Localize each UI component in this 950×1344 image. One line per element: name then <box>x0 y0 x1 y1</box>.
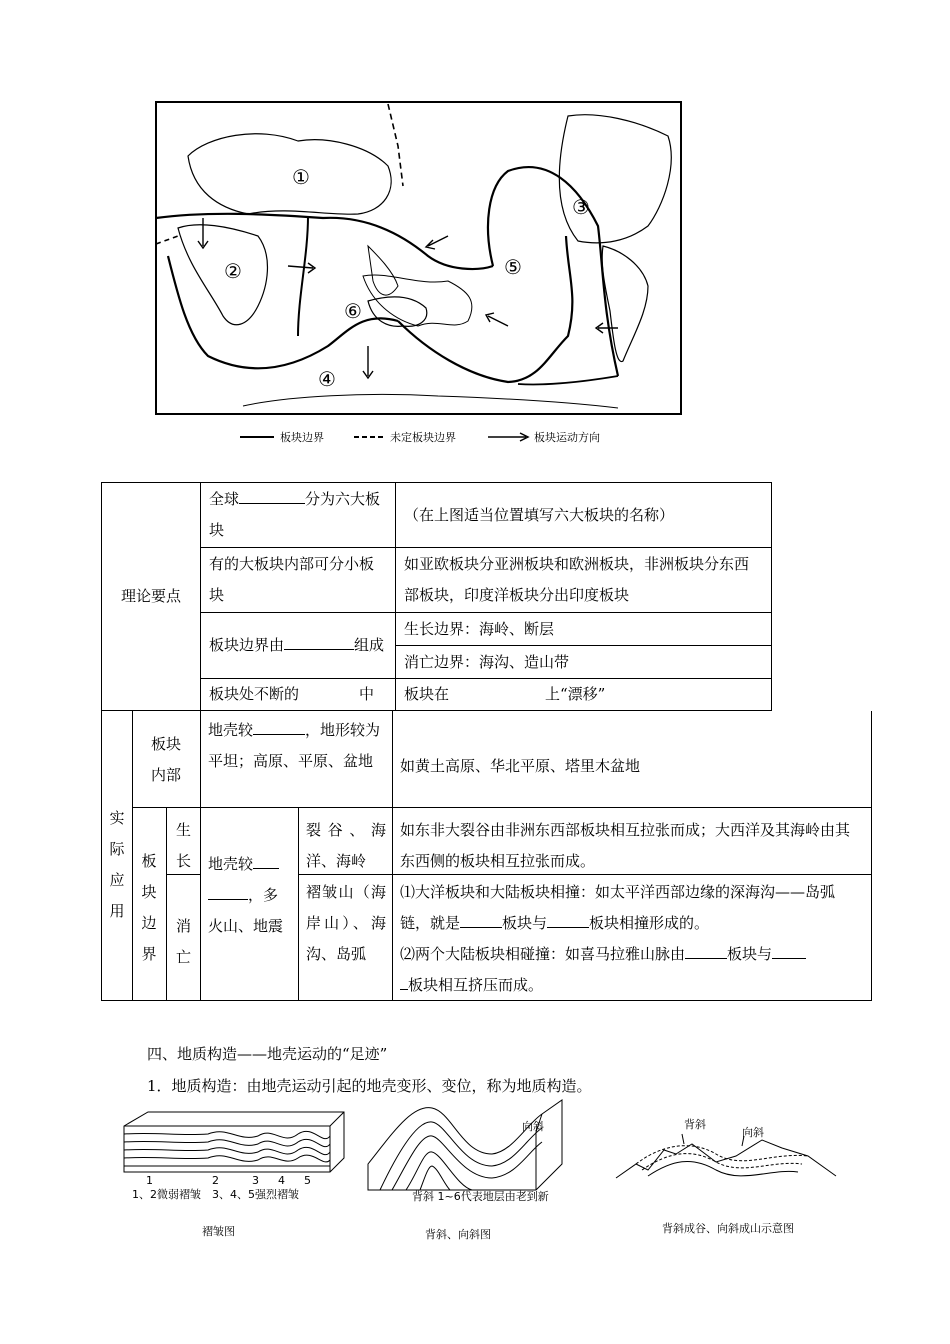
boundary-mid: 地壳较 ，多火山、地震 <box>208 855 284 935</box>
mountain-fig-anticline-label: 背斜 <box>684 1118 706 1131</box>
fold-number-3: 3 <box>252 1174 259 1187</box>
fold-number-5: 5 <box>304 1174 311 1187</box>
r1-right: （在上图适当位置填写六大板块的名称） <box>396 483 772 548</box>
r3-right-a: 生长边界：海岭、断层 <box>396 613 772 646</box>
apply-header: 实 际 应 用 <box>109 809 125 920</box>
fold-note: 1、2微弱褶皱 3、4、5强烈褶皱 <box>132 1188 299 1201</box>
interior-left: 地壳较 ，地形较为平坦；高原、平原、盆地 <box>208 721 381 770</box>
r2-left: 有的大板块内部可分小板块 <box>201 548 396 613</box>
section-heading: 四、地质构造——地壳运动的“足迹” <box>147 1045 388 1063</box>
plate-number-1: ① <box>292 165 310 189</box>
fold-caption: 褶皱图 <box>202 1225 235 1238</box>
anticline-fig-note: 背斜 1~6代表地层由老到新 <box>412 1190 549 1202</box>
fold-number-1: 1 <box>146 1174 153 1187</box>
destroy-header: 消 亡 <box>175 917 191 966</box>
world-plate-map <box>148 96 690 456</box>
plate-number-6: ⑥ <box>344 299 362 323</box>
interior-header: 板块 内部 <box>150 735 181 784</box>
fold-number-4: 4 <box>278 1174 285 1187</box>
growth-landform: 裂谷、海洋、海岭 <box>306 821 386 870</box>
growth-right: 如东非大裂谷由非洲东西部板块相互拉张而成；大西洋及其海岭由其东西侧的板块相互拉张而成。 <box>400 821 851 870</box>
anticline-fig-syncline-label: 向斜 <box>522 1120 544 1133</box>
plate-number-3: ③ <box>572 195 590 219</box>
destroy-landform: 褶皱山（海岸山）、海沟、岛弧 <box>306 883 386 963</box>
apply-section <box>101 711 872 1001</box>
legend-boundary: 板块边界 <box>280 431 324 444</box>
plate-theory-table <box>101 482 772 711</box>
anticline-syncline-figure <box>362 1094 568 1202</box>
anticline-valley-figure <box>612 1114 842 1194</box>
theory-header: 理论要点 <box>102 483 201 711</box>
mountain-fig-syncline-label: 向斜 <box>742 1126 764 1139</box>
r1-left: 全球 分为六大板块 <box>201 483 396 548</box>
r2-right: 如亚欧板块分亚洲板块和欧洲板块，非洲板块分东西部板块，印度洋板块分出印度板块 <box>396 548 772 613</box>
r4-left: 板块处不断的 中 <box>201 679 396 711</box>
geo-structure-definition: 1．地质构造：由地壳运动引起的地壳变形、变位，称为地质构造。 <box>147 1077 592 1095</box>
r3-right-b: 消亡边界：海沟、造山带 <box>396 646 772 679</box>
fold-figure <box>118 1106 350 1202</box>
r4-right: 板块在 上“漂移” <box>396 679 772 711</box>
legend-direction: 板块运动方向 <box>534 431 600 444</box>
legend-undetermined: 未定板块边界 <box>390 431 456 444</box>
destroy-right: ⑴大洋板块和大陆板块相撞：如太平洋西部边缘的深海沟——岛弧链，就是 板块与 板块相撞形成的。 ⑵两个大陆板块相碰撞：如喜马拉雅山脉由 板块与 板块相互挤压而成。 <box>400 883 836 994</box>
interior-right: 如黄土高原、华北平原、塔里木盆地 <box>400 757 641 775</box>
growth-header: 生 长 <box>175 821 191 870</box>
boundary-header: 板 块 边 界 <box>141 852 157 963</box>
fold-number-2: 2 <box>212 1174 219 1187</box>
plate-number-2: ② <box>224 259 242 283</box>
plate-number-5: ⑤ <box>504 255 522 279</box>
anticline-caption: 背斜、向斜图 <box>425 1228 491 1241</box>
mountain-caption: 背斜成谷、向斜成山示意图 <box>662 1222 794 1235</box>
plate-number-4: ④ <box>318 367 336 391</box>
r3-left: 板块边界由 组成 <box>201 613 396 679</box>
